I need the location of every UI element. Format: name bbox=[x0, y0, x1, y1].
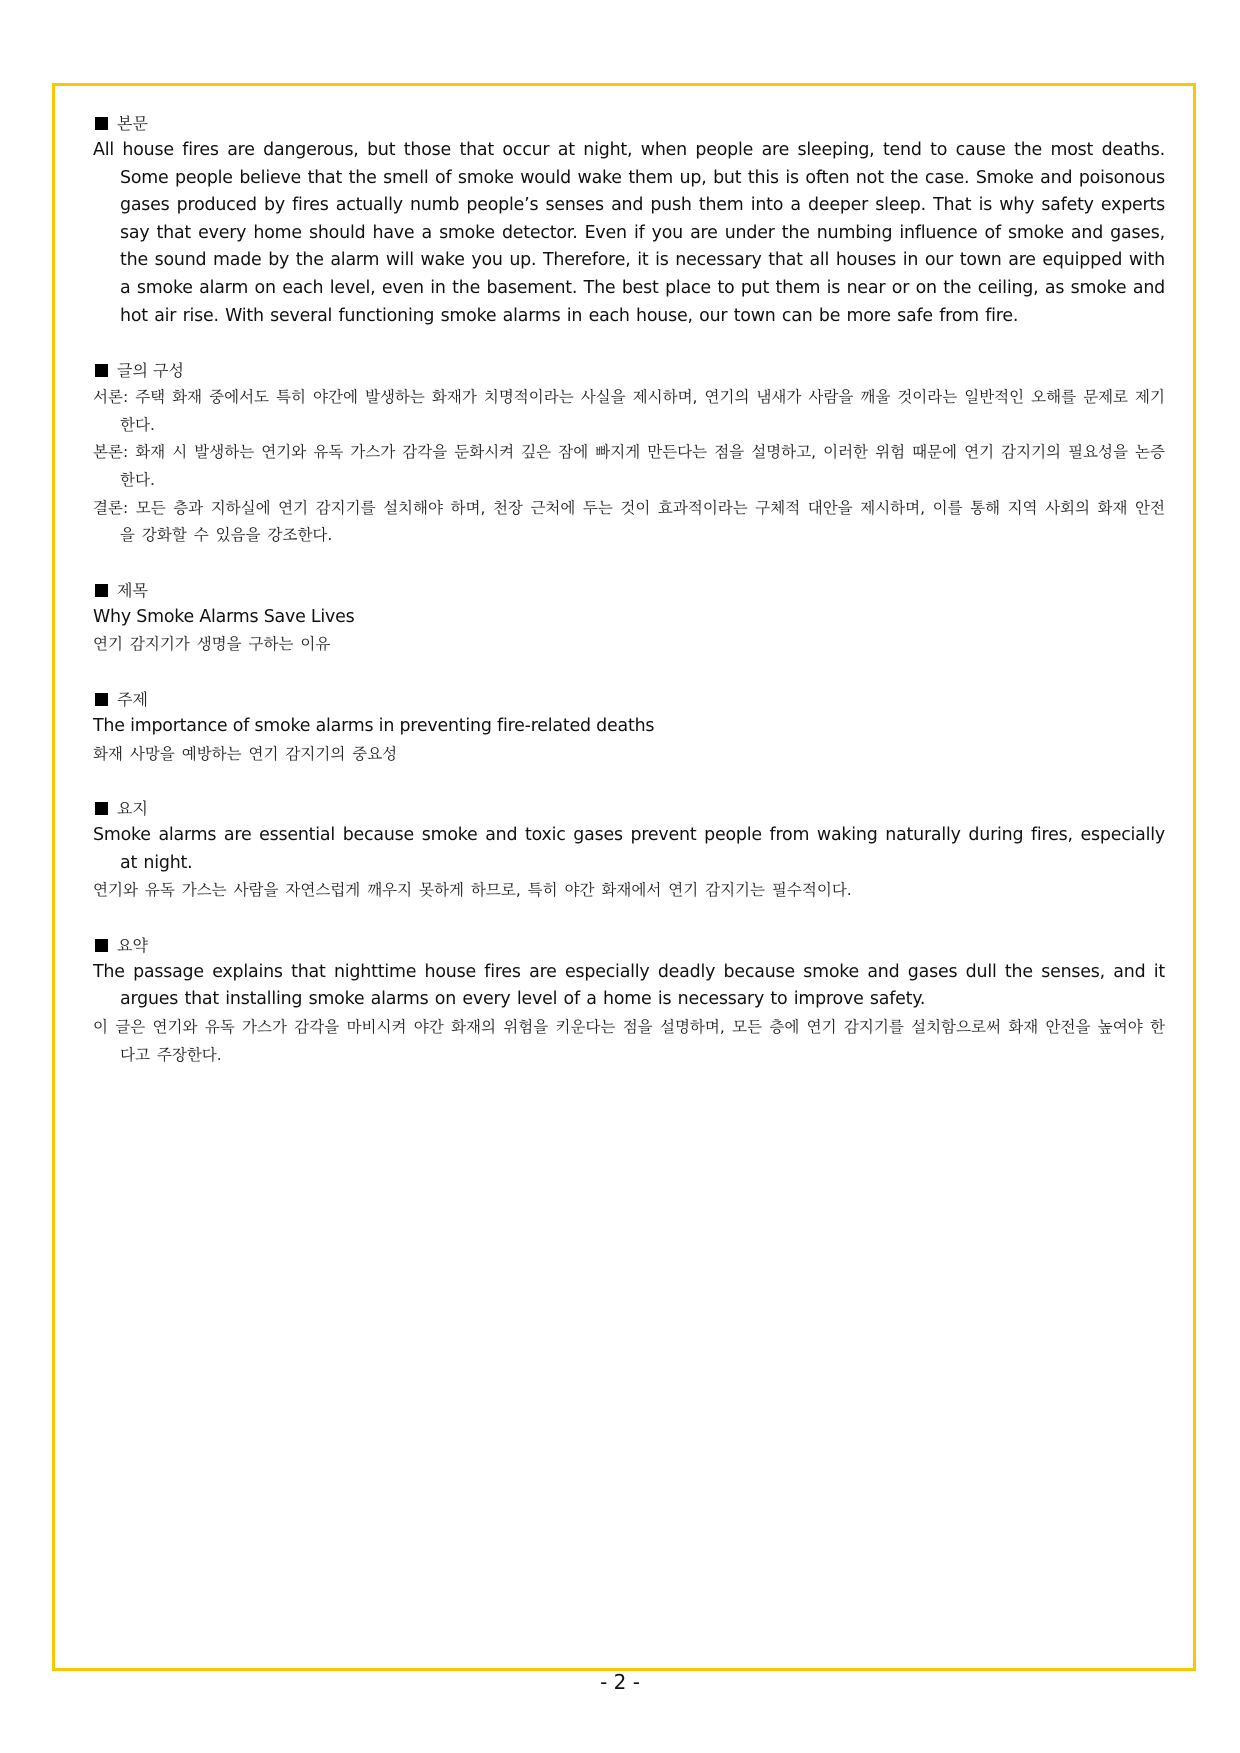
structure-conclusion: 결론: 모든 층과 지하실에 연기 감지기를 설치해야 하며, 천장 근처에 두는 것이 효과적이라는 구체적 대안을 제시하며, 이를 통해 지역 사회의 화재 안전을 강화할 수 있음을 강조한다. bbox=[93, 498, 1165, 545]
section-body bbox=[93, 110, 1165, 330]
page-number: - 2 - bbox=[600, 1670, 640, 1694]
title-korean: 연기 감지기가 생명을 구하는 이유 bbox=[93, 635, 331, 654]
gist-korean: 연기와 유독 가스는 사람을 자연스럽게 깨우지 못하게 하므로, 특히 야간 화재에서 연기 감지기는 필수적이다. bbox=[93, 881, 852, 900]
section-heading bbox=[93, 932, 1165, 959]
section-summary bbox=[93, 932, 1165, 1069]
heading-label: 본문 bbox=[117, 114, 148, 133]
section-heading bbox=[93, 577, 1165, 604]
square-bullet-icon bbox=[95, 584, 108, 597]
structure-introduction: 서론: 주택 화재 중에서도 특히 야간에 발생하는 화재가 치명적이라는 사실을 제시하며, 연기의 냄새가 사람을 깨울 것이라는 일반적인 오해를 문제로 제기한다. bbox=[93, 388, 1165, 434]
section-topic bbox=[93, 686, 1165, 768]
body-paragraph: All house fires are dangerous, but those that occur at night, when people are sleeping, tend to cause the most deaths. Some people believe that the smell of smoke would wake them up, but this is often not the case. Smoke and poisonous gases produced by fires actually numb people’s senses and push them into a deeper sleep. That is why safety experts say that every home should have a smoke detector. Even if you are under the numbing influence of smoke and gases, the sound made by the alarm will wake you up. Therefore, it is necessary that all houses in our town are equipped with a smoke alarm on each level, even in the basement. The best place to put them is near or on the ceiling, as smoke and hot air rise. With several functioning smoke alarms in each house, our town can be more safe from fire. bbox=[93, 140, 1165, 326]
topic-english: The importance of smoke alarms in preventing fire-related deaths bbox=[93, 715, 655, 736]
square-bullet-icon bbox=[95, 693, 108, 706]
topic-korean: 화재 사망을 예방하는 연기 감지기의 중요성 bbox=[93, 744, 398, 763]
square-bullet-icon bbox=[95, 939, 108, 952]
heading-label: 제목 bbox=[117, 580, 148, 600]
gist-english: Smoke alarms are essential because smoke and toxic gases prevent people from waking naturally during fires, especially at night. bbox=[93, 825, 1165, 873]
section-title bbox=[93, 577, 1165, 659]
section-heading bbox=[93, 110, 1165, 137]
summary-korean: 이 글은 연기와 유독 가스가 감각을 마비시켜 야간 화재의 위험을 키운다는 점을 설명하며, 모든 층에 연기 감지기를 설치함으로써 화재 안전을 높여야 한다고 주장한다. bbox=[93, 1018, 1165, 1064]
document-content bbox=[93, 110, 1165, 1096]
heading-label: 요약 bbox=[117, 935, 148, 955]
heading-label: 주제 bbox=[117, 689, 148, 709]
section-gist bbox=[93, 795, 1165, 905]
section-heading bbox=[93, 795, 1165, 822]
section-heading bbox=[93, 686, 1165, 713]
title-english: Why Smoke Alarms Save Lives bbox=[93, 606, 355, 627]
square-bullet-icon bbox=[95, 117, 108, 130]
square-bullet-icon bbox=[95, 364, 108, 377]
summary-english: The passage explains that nighttime house fires are especially deadly because smoke and gases dull the senses, and it argues that installing smoke alarms on every level of a home is necessary to improve safety. bbox=[93, 961, 1165, 1010]
heading-label: 요지 bbox=[117, 799, 148, 819]
heading-label: 글의 구성 bbox=[117, 361, 184, 381]
square-bullet-icon bbox=[95, 802, 108, 815]
structure-body: 본론: 화재 시 발생하는 연기와 유독 가스가 감각을 둔화시켜 깊은 잠에 빠지게 만든다는 점을 설명하고, 이러한 위험 때문에 연기 감지기의 필요성을 논증한다. bbox=[93, 443, 1165, 489]
section-heading bbox=[93, 357, 1165, 384]
section-structure bbox=[93, 357, 1165, 550]
